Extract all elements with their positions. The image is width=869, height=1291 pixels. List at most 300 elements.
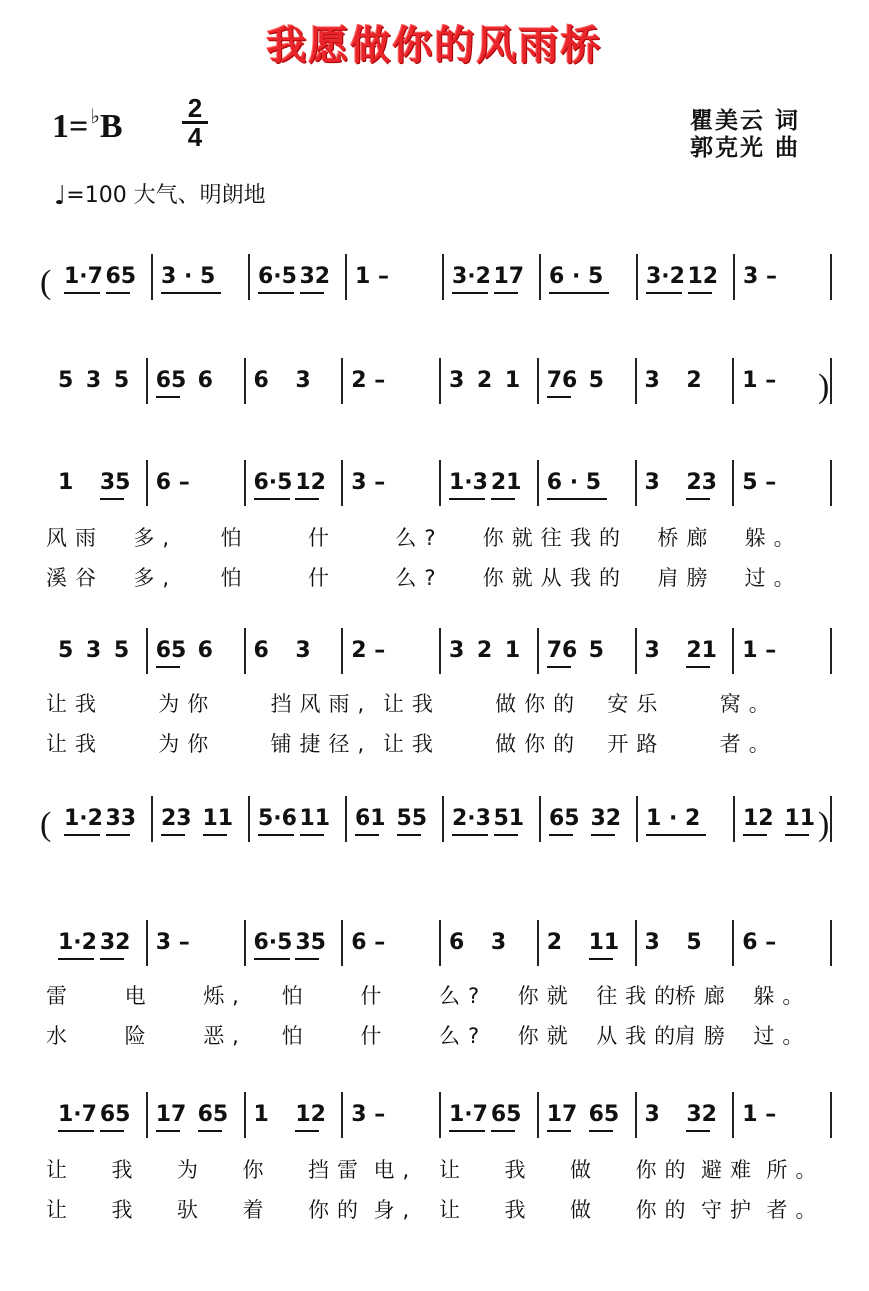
lyric-word: 怕 bbox=[281, 1024, 311, 1048]
lyric-word: 你就从 bbox=[482, 566, 570, 590]
eighth-beam bbox=[589, 1130, 613, 1132]
lyric-word: 么? bbox=[439, 1024, 488, 1048]
barline bbox=[151, 796, 153, 842]
lyric-word: 让我 bbox=[46, 732, 104, 756]
lyric-line-2 bbox=[0, 728, 869, 758]
open-paren: ( bbox=[40, 806, 52, 843]
note-group: 2·3 bbox=[452, 806, 491, 831]
note-group: 5 bbox=[588, 638, 604, 663]
barline bbox=[341, 628, 343, 674]
barline bbox=[442, 254, 444, 300]
lyric-word: 你就往 bbox=[482, 526, 570, 550]
note-group: 12 bbox=[295, 1102, 326, 1127]
lyric-word: 电, bbox=[373, 1158, 418, 1182]
lyric-word: 让我 bbox=[382, 732, 441, 756]
note-group: 1 bbox=[504, 638, 521, 663]
barline bbox=[635, 460, 637, 506]
note-group: 17 bbox=[155, 1102, 187, 1127]
lyric-word: 险 bbox=[124, 1024, 154, 1048]
note-group: 6·5 bbox=[253, 470, 293, 495]
barline bbox=[830, 460, 832, 506]
note-group: 3 – bbox=[351, 1102, 386, 1127]
note-group: 1 – bbox=[742, 1102, 777, 1127]
note-group: 21 bbox=[490, 470, 522, 495]
note-group: 76 bbox=[546, 368, 578, 393]
note-group: 32 bbox=[99, 930, 131, 955]
lyric-word: 者。 bbox=[766, 1198, 825, 1222]
note-group: 1·7 bbox=[64, 264, 103, 289]
barline bbox=[539, 254, 541, 300]
lyric-word: 为你 bbox=[158, 692, 217, 716]
note-group: 6 · 5 bbox=[549, 264, 604, 289]
lyric-word: 水 bbox=[46, 1024, 75, 1048]
lyric-word: 桥廊 bbox=[674, 984, 733, 1008]
note-group: 3 bbox=[85, 368, 102, 393]
lyric-word: 做你的 bbox=[495, 732, 583, 756]
lyric-word: 铺捷径, bbox=[270, 732, 373, 756]
note-group: 6 – bbox=[155, 470, 190, 495]
barline bbox=[732, 920, 734, 966]
time-bottom: 4 bbox=[187, 122, 203, 152]
lyric-word: 什 bbox=[308, 566, 337, 590]
lyric-word: 么? bbox=[395, 566, 444, 590]
lyric-word: 往我的 bbox=[596, 984, 684, 1008]
barline bbox=[439, 358, 441, 404]
note-group: 17 bbox=[493, 264, 525, 289]
barline bbox=[244, 628, 246, 674]
eighth-beam bbox=[100, 498, 124, 500]
note-group: 1 – bbox=[355, 264, 389, 289]
note-group: 3 bbox=[295, 368, 311, 393]
lyric-word: 怕 bbox=[220, 566, 250, 590]
note-group: 76 bbox=[546, 638, 578, 663]
note-group: 3 – bbox=[743, 264, 777, 289]
lyric-word: 烁, bbox=[203, 984, 247, 1008]
eighth-beam bbox=[494, 292, 518, 294]
barline bbox=[439, 628, 441, 674]
barline bbox=[146, 1092, 148, 1138]
note-group: 3 bbox=[490, 930, 507, 955]
lyric-word: 你的 bbox=[635, 1158, 694, 1182]
lyric-line-2 bbox=[0, 562, 869, 592]
note-group: 6 bbox=[253, 638, 269, 663]
lyric-word: 让 bbox=[439, 1158, 468, 1182]
close-paren: ) bbox=[818, 806, 830, 843]
quarter-note-icon: ♩ bbox=[54, 181, 67, 211]
note-group: 65 bbox=[105, 264, 137, 289]
note-group: 5 bbox=[58, 368, 74, 393]
note-group: 11 bbox=[299, 806, 331, 831]
time-signature bbox=[182, 93, 208, 152]
note-group: 3 bbox=[644, 1102, 660, 1127]
lyric-word: 风雨 bbox=[46, 526, 104, 550]
barline bbox=[248, 254, 250, 300]
note-group: 5 bbox=[588, 368, 604, 393]
note-group: 23 bbox=[686, 470, 717, 495]
barline bbox=[636, 254, 638, 300]
lyric-word: 肩膀 bbox=[657, 566, 716, 590]
note-group: 6 bbox=[197, 638, 213, 663]
notation-line bbox=[0, 252, 869, 302]
barline bbox=[732, 1092, 734, 1138]
barline bbox=[439, 1092, 441, 1138]
lyric-word: 让我 bbox=[382, 692, 441, 716]
eighth-beam bbox=[258, 834, 294, 836]
lyric-word: 身, bbox=[373, 1198, 418, 1222]
barline bbox=[244, 460, 246, 506]
barline bbox=[341, 1092, 343, 1138]
note-group: 11 bbox=[202, 806, 234, 831]
barline bbox=[830, 1092, 832, 1138]
eighth-beam bbox=[295, 1130, 319, 1132]
lyric-word: 让我 bbox=[46, 692, 104, 716]
lyric-word: 躲。 bbox=[753, 984, 812, 1008]
lyric-word: 怕 bbox=[281, 984, 311, 1008]
barline bbox=[345, 796, 347, 842]
note-group: 2 bbox=[476, 638, 493, 663]
lyric-word: 电 bbox=[124, 984, 154, 1008]
note-group: 3 · 5 bbox=[161, 264, 216, 289]
note-group: 1·2 bbox=[58, 930, 97, 955]
lyric-word: 么? bbox=[439, 984, 488, 1008]
barline bbox=[733, 796, 735, 842]
lyric-word: 让 bbox=[439, 1198, 468, 1222]
eighth-beam bbox=[686, 498, 710, 500]
lyric-word: 所。 bbox=[766, 1158, 825, 1182]
eighth-beam bbox=[491, 1130, 515, 1132]
note-group: 65 bbox=[549, 806, 580, 831]
barline bbox=[439, 460, 441, 506]
barline bbox=[635, 628, 637, 674]
notation-line bbox=[0, 356, 869, 406]
barline bbox=[830, 254, 832, 300]
barline bbox=[733, 254, 735, 300]
note-group: 21 bbox=[686, 638, 717, 663]
note-group: 3 bbox=[644, 930, 660, 955]
note-group: 1·7 bbox=[58, 1102, 97, 1127]
notation-line bbox=[0, 794, 869, 844]
eighth-beam bbox=[254, 498, 290, 500]
note-group: 2 bbox=[546, 930, 563, 955]
open-paren: ( bbox=[40, 264, 52, 301]
eighth-beam bbox=[161, 292, 221, 294]
lyric-word: 为 bbox=[177, 1158, 206, 1182]
note-group: 1·2 bbox=[64, 806, 103, 831]
note-group: 1 – bbox=[742, 368, 777, 393]
barline bbox=[636, 796, 638, 842]
notation-line bbox=[0, 458, 869, 508]
lyric-line-2 bbox=[0, 1194, 869, 1224]
lyric-line-2 bbox=[0, 1020, 869, 1050]
note-group: 3 bbox=[644, 638, 660, 663]
eighth-beam bbox=[743, 834, 767, 836]
barline bbox=[341, 920, 343, 966]
composer: 郭克光 曲 bbox=[690, 135, 801, 161]
tempo-text: =100 大气、明朗地 bbox=[66, 183, 266, 208]
lyric-word: 守护 bbox=[701, 1198, 759, 1222]
eighth-beam bbox=[785, 834, 809, 836]
lyric-word: 么? bbox=[395, 526, 444, 550]
eighth-beam bbox=[106, 834, 130, 836]
note-group: 12 bbox=[295, 470, 326, 495]
note-group: 3 bbox=[295, 638, 311, 663]
note-group: 33 bbox=[105, 806, 137, 831]
credits bbox=[690, 108, 800, 162]
barline bbox=[439, 920, 441, 966]
barline bbox=[830, 796, 832, 842]
barline bbox=[635, 358, 637, 404]
note-group: 17 bbox=[546, 1102, 578, 1127]
eighth-beam bbox=[449, 498, 485, 500]
note-group: 61 bbox=[355, 806, 386, 831]
eighth-beam bbox=[58, 1130, 94, 1132]
barline bbox=[635, 920, 637, 966]
lyric-word: 你就 bbox=[517, 984, 576, 1008]
key-signature bbox=[52, 104, 123, 146]
note-group: 1 bbox=[253, 1102, 269, 1127]
note-group: 65 bbox=[155, 638, 187, 663]
note-group: 3 bbox=[644, 368, 660, 393]
eighth-beam bbox=[64, 834, 100, 836]
barline bbox=[537, 628, 539, 674]
tempo-marking bbox=[54, 178, 266, 211]
eighth-beam bbox=[156, 396, 180, 398]
notation-line bbox=[0, 918, 869, 968]
note-group: 1·3 bbox=[449, 470, 488, 495]
note-group: 3 bbox=[644, 470, 660, 495]
lyric-word: 着 bbox=[242, 1198, 272, 1222]
barline bbox=[732, 628, 734, 674]
eighth-beam bbox=[300, 834, 324, 836]
note-group: 23 bbox=[161, 806, 192, 831]
lyric-word: 恶, bbox=[203, 1024, 247, 1048]
lyric-word: 让 bbox=[46, 1158, 75, 1182]
note-group: 2 bbox=[686, 368, 702, 393]
lyricist: 瞿美云 词 bbox=[690, 108, 801, 134]
note-group: 65 bbox=[588, 1102, 620, 1127]
lyric-word: 做你的 bbox=[495, 692, 583, 716]
lyric-word: 我 bbox=[504, 1198, 534, 1222]
barline bbox=[146, 460, 148, 506]
barline bbox=[537, 920, 539, 966]
lyric-word: 挡风雨, bbox=[270, 692, 373, 716]
flat-sign: ♭ bbox=[90, 106, 100, 128]
eighth-beam bbox=[452, 292, 488, 294]
eighth-beam bbox=[355, 834, 379, 836]
eighth-beam bbox=[646, 292, 682, 294]
eighth-beam bbox=[549, 292, 609, 294]
note-group: 5 bbox=[113, 368, 130, 393]
barline bbox=[539, 796, 541, 842]
note-group: 5 bbox=[58, 638, 74, 663]
note-group: 1 · 2 bbox=[646, 806, 701, 831]
lyric-word: 你就 bbox=[517, 1024, 576, 1048]
lyric-line-1 bbox=[0, 522, 869, 552]
barline bbox=[146, 358, 148, 404]
eighth-beam bbox=[156, 1130, 180, 1132]
barline bbox=[537, 460, 539, 506]
note-group: 65 bbox=[99, 1102, 131, 1127]
note-group: 5 – bbox=[742, 470, 777, 495]
note-group: 5 bbox=[686, 930, 702, 955]
key-prefix: 1= bbox=[52, 108, 89, 145]
eighth-beam bbox=[547, 396, 571, 398]
note-group: 32 bbox=[590, 806, 622, 831]
eighth-beam bbox=[58, 958, 94, 960]
barline bbox=[244, 920, 246, 966]
barline bbox=[341, 358, 343, 404]
lyric-word: 躲。 bbox=[744, 526, 803, 550]
note-group: 65 bbox=[155, 368, 187, 393]
note-group: 6 bbox=[197, 368, 213, 393]
note-group: 6 – bbox=[742, 930, 777, 955]
note-group: 6 bbox=[253, 368, 269, 393]
note-group: 3 bbox=[85, 638, 102, 663]
lyric-word: 雷 bbox=[46, 984, 75, 1008]
song-title: 我愿做你的风雨桥 bbox=[266, 23, 603, 69]
note-group: 51 bbox=[493, 806, 525, 831]
lyric-word: 桥廊 bbox=[657, 526, 716, 550]
lyric-word: 为你 bbox=[158, 732, 217, 756]
lyric-word: 过。 bbox=[744, 566, 803, 590]
note-group: 2 – bbox=[351, 638, 386, 663]
note-group: 32 bbox=[299, 264, 331, 289]
barline bbox=[537, 358, 539, 404]
note-group: 55 bbox=[396, 806, 428, 831]
note-group: 2 bbox=[476, 368, 493, 393]
note-group: 3·2 bbox=[452, 264, 491, 289]
lyric-word: 多, bbox=[133, 566, 178, 590]
note-group: 11 bbox=[784, 806, 816, 831]
note-group: 3 bbox=[449, 368, 465, 393]
lyric-word: 过。 bbox=[753, 1024, 812, 1048]
barline bbox=[537, 1092, 539, 1138]
eighth-beam bbox=[397, 834, 421, 836]
note-group: 3 bbox=[449, 638, 465, 663]
note-group: 6 bbox=[449, 930, 465, 955]
lyric-word: 安乐 bbox=[607, 692, 666, 716]
eighth-beam bbox=[494, 834, 518, 836]
eighth-beam bbox=[156, 666, 180, 668]
notation-line bbox=[0, 626, 869, 676]
eighth-beam bbox=[100, 1130, 124, 1132]
lyric-word: 做 bbox=[570, 1198, 599, 1222]
note-group: 6 – bbox=[351, 930, 386, 955]
barline bbox=[442, 796, 444, 842]
lyric-word: 从我的 bbox=[596, 1024, 684, 1048]
barline bbox=[244, 1092, 246, 1138]
note-group: 12 bbox=[743, 806, 774, 831]
barline bbox=[244, 358, 246, 404]
lyric-word: 驮 bbox=[177, 1198, 206, 1222]
eighth-beam bbox=[547, 498, 607, 500]
eighth-beam bbox=[100, 958, 124, 960]
eighth-beam bbox=[591, 834, 615, 836]
key-note: B bbox=[99, 108, 123, 145]
lyric-word: 什 bbox=[308, 526, 337, 550]
close-paren: ) bbox=[818, 368, 830, 405]
lyric-word: 挡雷 bbox=[308, 1158, 366, 1182]
note-group: 35 bbox=[99, 470, 131, 495]
note-group: 3 – bbox=[155, 930, 190, 955]
note-group: 1 bbox=[504, 368, 521, 393]
lyric-word: 我的 bbox=[570, 526, 628, 550]
eighth-beam bbox=[295, 498, 319, 500]
time-top: 2 bbox=[187, 93, 203, 123]
lyric-word: 什 bbox=[360, 984, 390, 1008]
note-group: 1 – bbox=[742, 638, 777, 663]
eighth-beam bbox=[686, 1130, 710, 1132]
barline bbox=[151, 254, 153, 300]
lyric-word: 什 bbox=[360, 1024, 390, 1048]
eighth-beam bbox=[300, 292, 324, 294]
eighth-beam bbox=[254, 958, 290, 960]
note-group: 5·6 bbox=[258, 806, 297, 831]
lyric-word: 你的 bbox=[308, 1198, 366, 1222]
lyric-word: 溪谷 bbox=[46, 566, 104, 590]
barline bbox=[341, 460, 343, 506]
barline bbox=[146, 920, 148, 966]
note-group: 65 bbox=[490, 1102, 522, 1127]
lyric-word: 让 bbox=[46, 1198, 75, 1222]
eighth-beam bbox=[688, 292, 712, 294]
lyric-line-1 bbox=[0, 1154, 869, 1184]
note-group: 12 bbox=[687, 264, 719, 289]
lyric-word: 我 bbox=[504, 1158, 534, 1182]
note-group: 32 bbox=[686, 1102, 717, 1127]
lyric-word: 多, bbox=[133, 526, 178, 550]
lyric-word: 避难 bbox=[701, 1158, 759, 1182]
eighth-beam bbox=[686, 666, 710, 668]
barline bbox=[635, 1092, 637, 1138]
lyric-line-1 bbox=[0, 688, 869, 718]
eighth-beam bbox=[64, 292, 100, 294]
lyric-word: 做 bbox=[570, 1158, 599, 1182]
note-group: 6·5 bbox=[253, 930, 293, 955]
eighth-beam bbox=[549, 834, 573, 836]
note-group: 3 – bbox=[351, 470, 386, 495]
barline bbox=[345, 254, 347, 300]
notation-line bbox=[0, 1090, 869, 1140]
eighth-beam bbox=[452, 834, 488, 836]
barline bbox=[830, 920, 832, 966]
eighth-beam bbox=[203, 834, 227, 836]
note-group: 2 – bbox=[351, 368, 386, 393]
eighth-beam bbox=[589, 958, 613, 960]
eighth-beam bbox=[547, 666, 571, 668]
lyric-word: 我的 bbox=[570, 566, 628, 590]
note-group: 6·5 bbox=[258, 264, 297, 289]
lyric-word: 开路 bbox=[607, 732, 666, 756]
note-group: 5 bbox=[113, 638, 130, 663]
eighth-beam bbox=[449, 1130, 485, 1132]
note-group: 1·7 bbox=[449, 1102, 488, 1127]
lyric-word: 我 bbox=[111, 1198, 141, 1222]
barline bbox=[732, 358, 734, 404]
eighth-beam bbox=[491, 498, 515, 500]
eighth-beam bbox=[547, 1130, 571, 1132]
note-group: 11 bbox=[588, 930, 620, 955]
lyric-word: 窝。 bbox=[719, 692, 778, 716]
eighth-beam bbox=[295, 958, 319, 960]
note-group: 3·2 bbox=[646, 264, 685, 289]
eighth-beam bbox=[258, 292, 294, 294]
lyric-word: 你的 bbox=[635, 1198, 694, 1222]
eighth-beam bbox=[161, 834, 185, 836]
note-group: 1 bbox=[58, 470, 74, 495]
barline bbox=[732, 460, 734, 506]
lyric-word: 你 bbox=[242, 1158, 272, 1182]
